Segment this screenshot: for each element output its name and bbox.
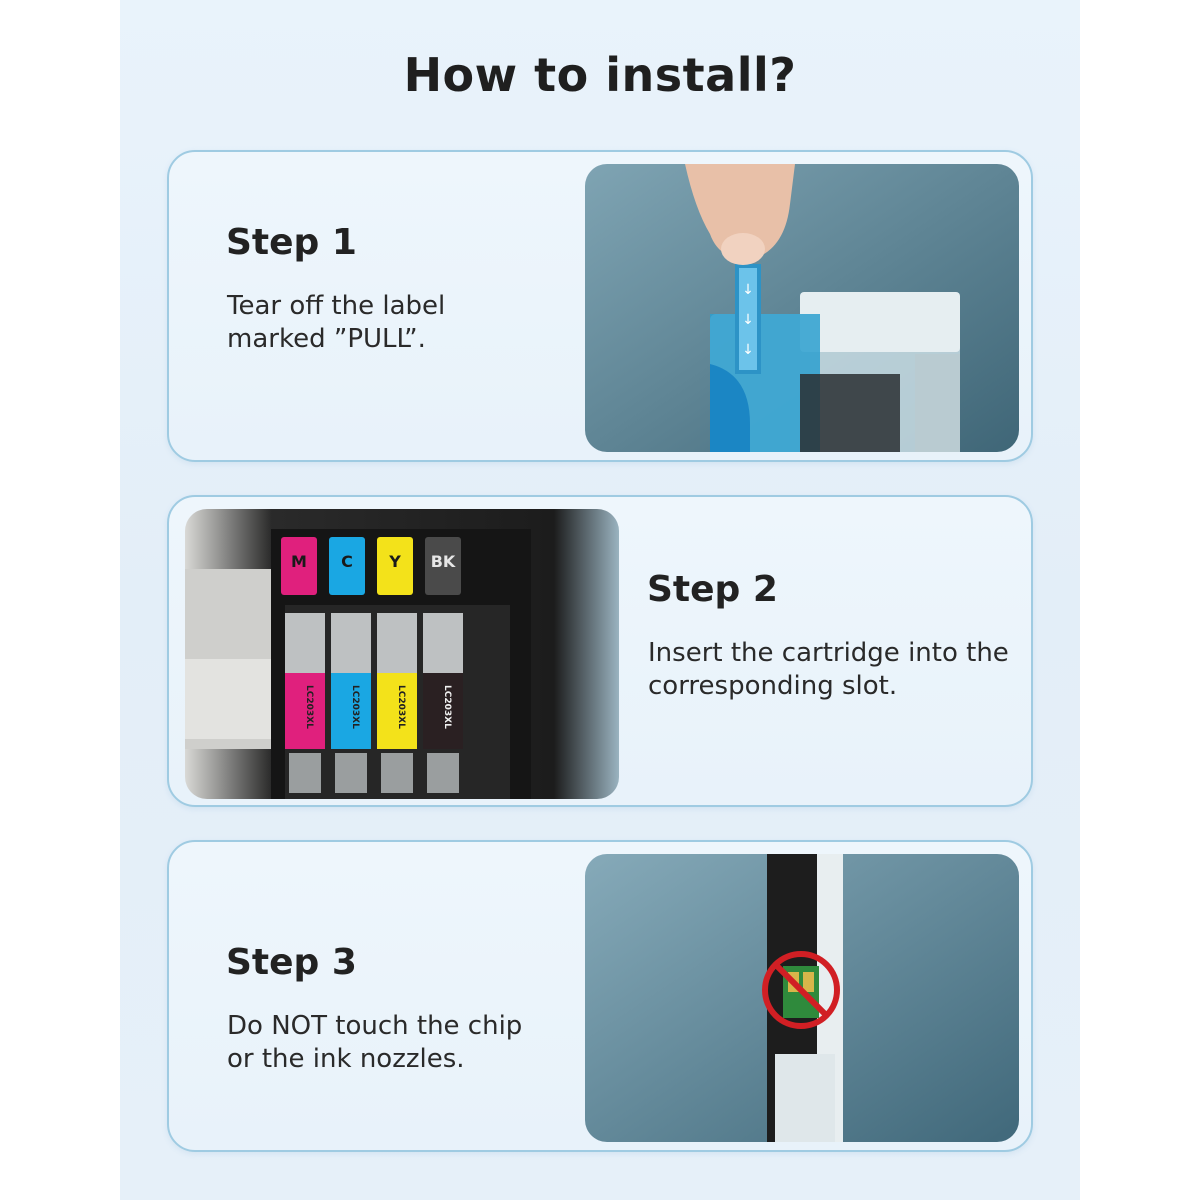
step-1-title: Step 1 [226, 222, 357, 263]
step-1-card [167, 150, 1033, 462]
step-3-card [167, 840, 1033, 1152]
step-2-card [167, 495, 1033, 807]
cartridge-model-c: LC203XL [350, 685, 360, 729]
step-2-text-line1: Insert the cartridge into the [648, 638, 1009, 668]
slot-label-text-c: C [341, 552, 353, 571]
cartridge-bottom-bk [427, 753, 459, 793]
cartridge-model-m: LC203XL [304, 685, 314, 729]
cartridge-bottom-y [381, 753, 413, 793]
cartridge-top-m [285, 613, 325, 673]
cartridge-top-bk [423, 613, 463, 673]
slot-label-text-m: M [291, 552, 307, 571]
cartridge-bottom-c [335, 753, 367, 793]
svg-text:↓: ↓ [742, 312, 754, 328]
cartridge-bottom-m [289, 753, 321, 793]
step-3-title: Step 3 [226, 942, 357, 983]
page-title: How to install? [403, 48, 797, 102]
cartridge-top-c [331, 613, 371, 673]
step-3-photo [585, 854, 1019, 1142]
step-3-text-line1: Do NOT touch the chip [227, 1011, 523, 1041]
step-2-photo [185, 509, 619, 799]
step-1-text [227, 290, 607, 356]
svg-text:↓: ↓ [742, 342, 754, 358]
cartridge-model-y: LC203XL [396, 685, 406, 729]
slot-label-text-bk: BK [430, 552, 456, 571]
step-2-text-line2: corresponding slot. [648, 671, 898, 701]
cartridge-top-y [377, 613, 417, 673]
cartridge-model-bk: LC203XL [442, 685, 452, 729]
step-2-title: Step 2 [647, 569, 778, 610]
step-3-text-line2: or the ink nozzles. [227, 1044, 465, 1074]
step-1-photo [585, 164, 1019, 452]
step-1-text-line2: marked ”PULL”. [227, 324, 426, 354]
step-1-text-line1: Tear off the label [227, 291, 446, 321]
slot-label-text-y: Y [389, 552, 401, 571]
svg-text:↓: ↓ [742, 282, 754, 298]
step-3-text [227, 1010, 607, 1076]
step-2-text [648, 637, 1028, 703]
